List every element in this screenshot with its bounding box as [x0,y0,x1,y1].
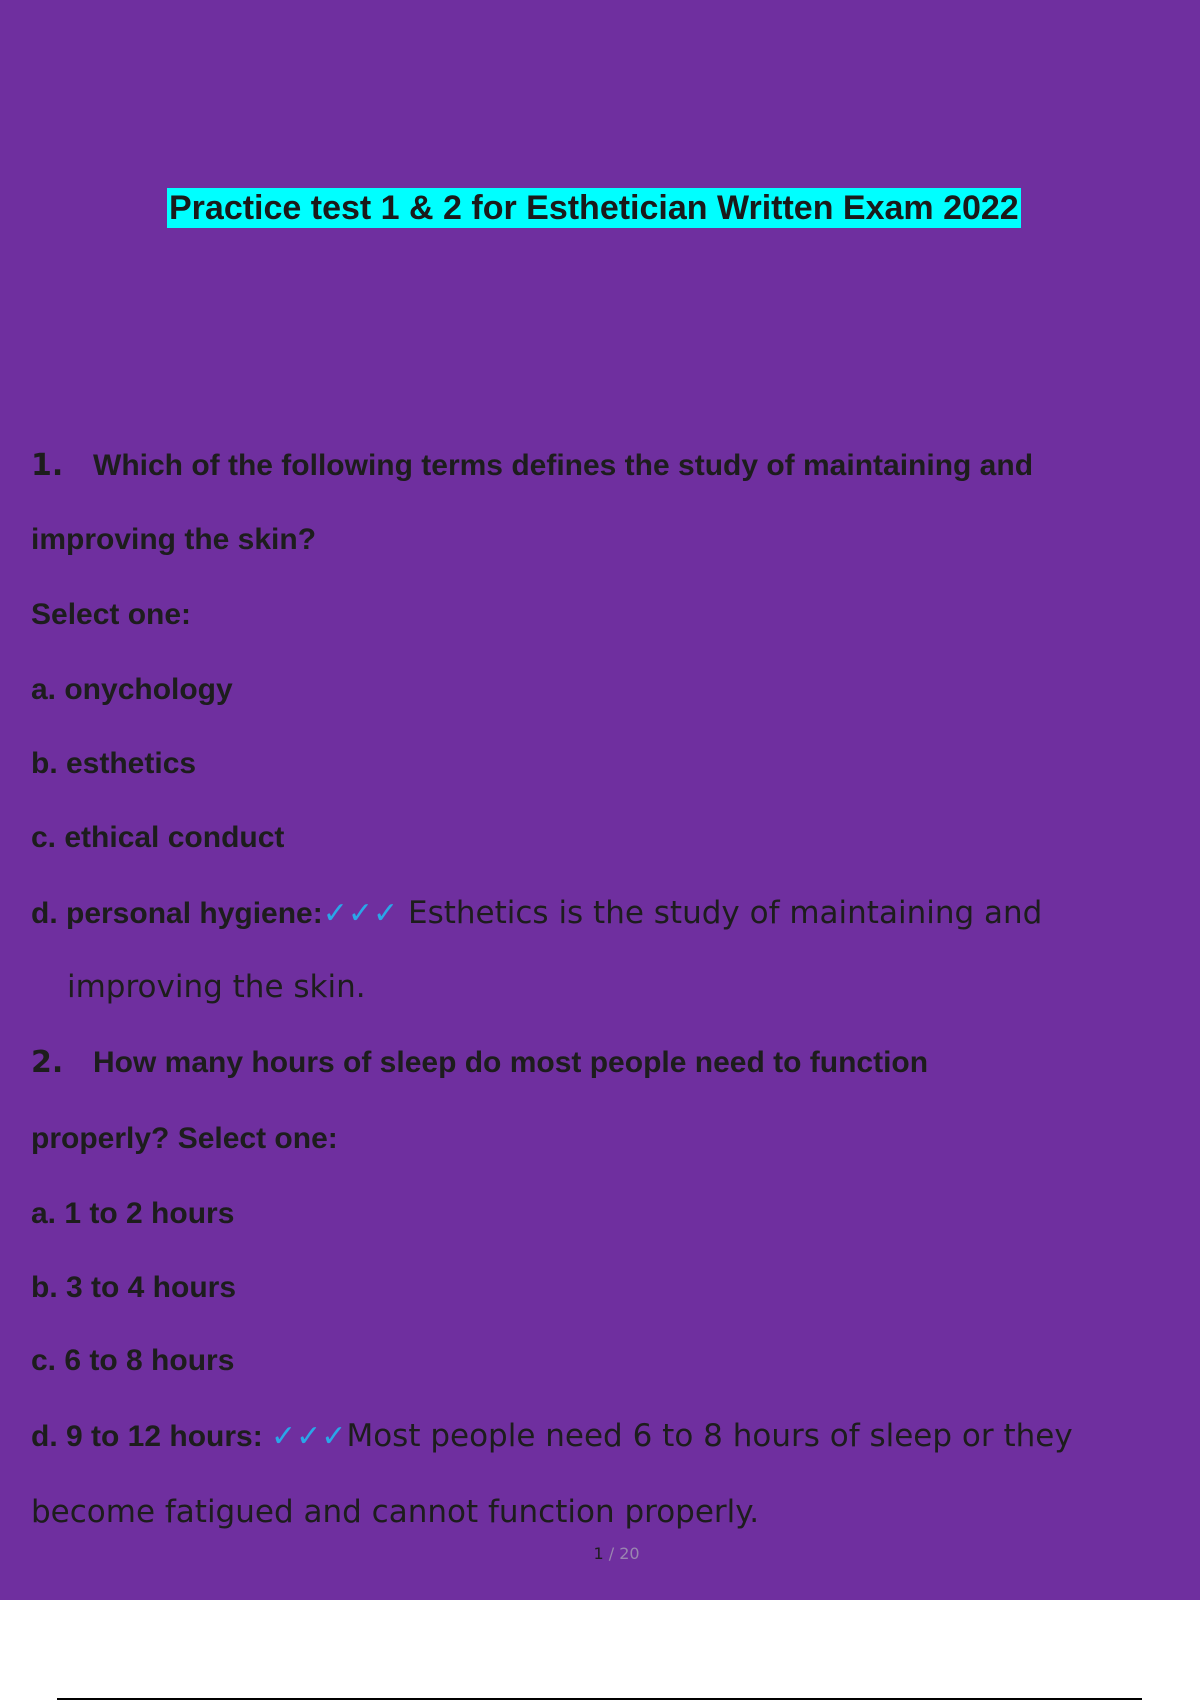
question-2-option-d-label: d. 9 to 12 hours: [31,1420,272,1453]
question-1-explanation-line2: improving the skin. [67,969,366,1005]
question-1-option-d [31,895,1042,932]
page-number [0,1542,1200,1566]
question-2-option-c: c. 6 to 8 hours [31,1344,235,1377]
question-2-text-line2: properly? Select one: [31,1122,338,1155]
question-2-number: 2. [31,1045,64,1080]
checkmark-icon: ✓✓✓ [322,896,399,931]
question-1-text-line2: improving the skin? [31,523,317,556]
question-2-option-a: a. 1 to 2 hours [31,1197,235,1230]
question-2-option-d [31,1418,1073,1455]
question-2-text [31,1045,928,1081]
question-2-option-b: b. 3 to 4 hours [31,1271,237,1304]
question-1-option-b: b. esthetics [31,747,197,780]
page-number-current: 1 [593,1544,604,1563]
document-title: Practice test 1 & 2 for Esthetician Written Exam 2022 [169,189,1019,227]
question-1-instruction: Select one: [31,598,192,631]
question-1-text-line1: Which of the following terms defines the study of maintaining and [93,449,1034,482]
question-2-text-line1: How many hours of sleep do most people need to function [93,1046,929,1079]
question-2-explanation-line2: become fatigued and cannot function properly. [31,1494,760,1530]
question-1-option-c: c. ethical conduct [31,821,285,854]
checkmark-icon: ✓✓✓ [271,1419,347,1454]
question-1-explanation-line1: Esthetics is the study of maintaining and [398,895,1043,931]
page-number-total: / 20 [603,1544,640,1563]
question-1-option-a: a. onychology [31,673,233,706]
question-2-explanation-line1: Most people need 6 to 8 hours of sleep or they [346,1418,1073,1454]
question-1-number: 1. [31,448,64,483]
question-1-text [31,448,1033,484]
question-1-option-d-label: d. personal hygiene: [31,897,323,930]
